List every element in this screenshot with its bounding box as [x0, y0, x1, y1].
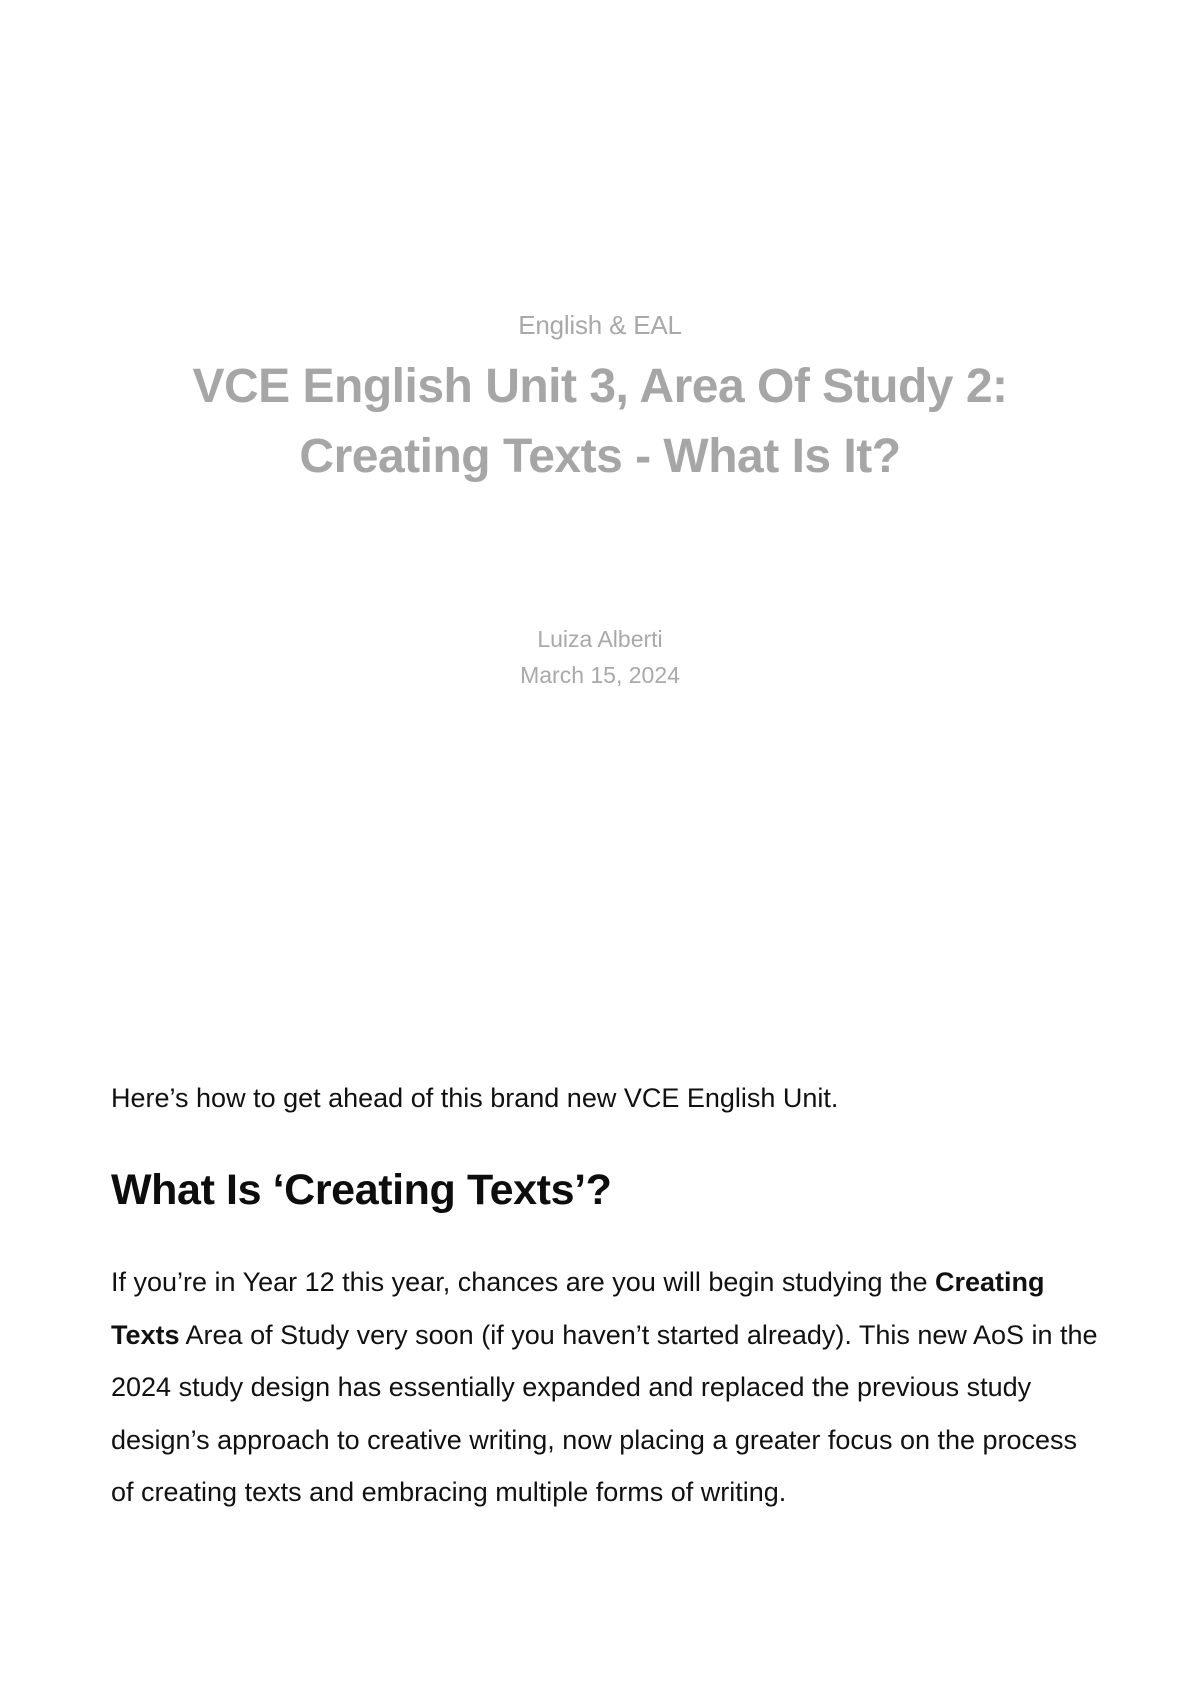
article-title: VCE English Unit 3, Area Of Study 2: Creating Texts - What Is It?: [192, 360, 1008, 483]
intro-text: Here’s how to get ahead of this brand new VCE English Unit.: [111, 1083, 839, 1113]
category-link[interactable]: English & EAL: [518, 310, 682, 340]
article-body: [111, 1078, 1101, 1519]
author-name[interactable]: Luiza Alberti: [537, 626, 663, 652]
paragraph-text-end: Area of Study very soon (if you haven’t started already). This new AoS in the 2024 study design has essentially expanded and replaced the previous study design’s approach to creative writing, now placing a greater focus on the process of creating texts and embracing multiple forms of writing.: [111, 1319, 1098, 1507]
bold-term: Creating Texts: [111, 1267, 1045, 1350]
publish-date: March 15, 2024: [520, 662, 680, 688]
body-paragraph: [111, 1256, 1101, 1519]
paragraph-text-start: If you’re in Year 12 this year, chances are you will begin studying the: [111, 1267, 936, 1297]
section-heading: What Is ‘Creating Texts’?: [111, 1166, 612, 1214]
